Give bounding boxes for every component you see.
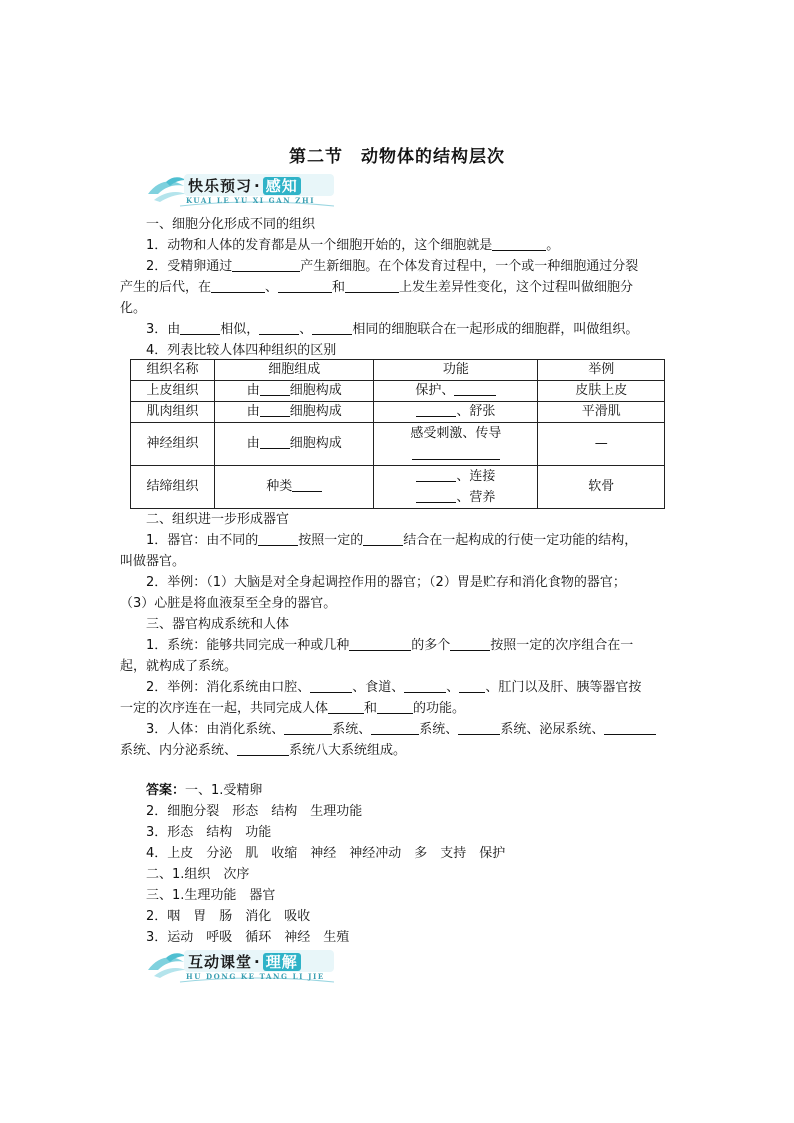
answer-blank (412, 445, 500, 460)
answer-blank (211, 278, 265, 293)
answer-line: 3．形态 结构 功能 (146, 825, 272, 840)
answer-line: 2．细胞分裂 形态 结构 生理功能 (146, 804, 363, 819)
question-line: 4．列表比较人体四种组织的区别 (146, 343, 337, 358)
table-cell: — (538, 423, 665, 466)
question-line: 一定的次序连在一起，共同完成人体 和 的功能。 (120, 701, 466, 716)
answer-line: 三、1.生理功能 器官 (146, 888, 276, 903)
answer-blank (377, 699, 413, 714)
answer-blank (284, 720, 332, 735)
question-line: 化。 (120, 301, 147, 316)
question-line: 2．受精卵通过 产生新细胞。在个体发育过程中，一个或一种细胞通过分裂 (146, 259, 639, 274)
section-banner-classroom (146, 948, 336, 988)
question-line: 1．动物和人体的发育都是从一个细胞开始的，这个细胞就是 。 (146, 238, 560, 253)
answer-blank (260, 381, 290, 396)
table-row (131, 381, 665, 402)
tissue-comparison-table (130, 359, 665, 509)
table-header-cell: 功能 (374, 360, 538, 381)
banner-subtitle: HU DONG KE TANG LI JIE (186, 972, 325, 981)
question-line: 叫做器官。 (120, 554, 186, 569)
question-line: 2．举例：消化系统由口腔、 、食道、 、 、肛门以及肝、胰等器官按 (146, 680, 642, 695)
answer-blank (259, 320, 299, 335)
table-cell: 平滑肌 (538, 402, 665, 423)
answer-blank (328, 699, 364, 714)
question-line: 3．由 相似， 、 相同的细胞联合在一起形成的细胞群，叫做组织。 (146, 322, 639, 337)
table-cell: 感受刺激、传导 (374, 423, 538, 466)
banner-title: 互动课堂 · 理解 (188, 951, 301, 972)
answer-blank (458, 720, 500, 735)
answer-blank (416, 402, 456, 417)
table-row (131, 402, 665, 423)
answer-blank (363, 531, 403, 546)
answer-blank (258, 531, 298, 546)
section-heading: 二、组织进一步形成器官 (146, 512, 290, 527)
table-row (131, 466, 665, 509)
banner-subtitle: KUAI LE YU XI GAN ZHI (186, 196, 316, 205)
question-line: （3）心脏是将血液泵至全身的器官。 (120, 596, 337, 611)
answer-blank (604, 720, 656, 735)
answer-blank (416, 467, 456, 482)
answer-line: 2．咽 胃 肠 消化 吸收 (146, 909, 311, 924)
table-cell: 保护、 (374, 381, 538, 402)
answer-blank (237, 741, 289, 756)
answer-blank (310, 678, 352, 693)
question-line: 起，就构成了系统。 (120, 659, 238, 674)
question-line: 3．人体：由消化系统、 系统、 系统、 系统、泌尿系统、 (146, 719, 656, 740)
answer-blank (278, 278, 332, 293)
table-cell: 由 细胞构成 (215, 402, 374, 423)
answer-blank (454, 381, 496, 396)
table-cell: 种类 (215, 466, 374, 509)
question-line: 1．器官：由不同的 按照一定的 结合在一起构成的行使一定功能的结构， (146, 533, 638, 548)
question-line: 2．举例：（1）大脑是对全身起调控作用的器官；（2）胃是贮存和消化食物的器官； (146, 575, 626, 590)
answer-blank (260, 434, 290, 449)
answer-line: 二、1.组织 次序 (146, 867, 250, 882)
question-line: 产生的后代，在 、 和 上发生差异性变化，这个过程叫做细胞分 (120, 280, 634, 295)
answer-blank (416, 488, 456, 503)
table-cell: 上皮组织 (131, 381, 215, 402)
answer-blank (312, 320, 352, 335)
table-cell: 软骨 (538, 466, 665, 509)
answer-blank (345, 278, 399, 293)
table-cell: 由 细胞构成 (215, 423, 374, 466)
answer-blank (459, 678, 485, 693)
table-row (131, 423, 665, 466)
answer-blank (371, 720, 419, 735)
table-header-cell: 组织名称 (131, 360, 215, 381)
answer-line: 4．上皮 分泌 肌 收缩 神经 神经冲动 多 支持 保护 (146, 846, 506, 861)
answer-line: 答案：一、1.受精卵 (146, 783, 263, 798)
section-heading: 三、器官构成系统和人体 (146, 617, 290, 632)
answer-blank (260, 402, 290, 417)
table-header-cell: 举例 (538, 360, 665, 381)
table-header-cell: 细胞组成 (215, 360, 374, 381)
answer-blank (180, 320, 220, 335)
question-line: 系统、内分泌系统、 系统八大系统组成。 (120, 743, 407, 758)
table-cell: 、舒张 (374, 402, 538, 423)
answer-blank (292, 477, 322, 492)
answer-blank (492, 236, 546, 251)
answer-blank (349, 636, 411, 651)
table-cell: 结缔组织 (131, 466, 215, 509)
table-cell: 由 细胞构成 (215, 381, 374, 402)
answer-blank (450, 636, 490, 651)
table-cell: 皮肤上皮 (538, 381, 665, 402)
answer-blank (404, 678, 446, 693)
question-line: 1．系统：能够共同完成一种或几种 的多个 按照一定的次序组合在一 (146, 638, 634, 653)
answer-line: 3．运动 呼吸 循环 神经 生殖 (146, 930, 350, 945)
answer-label: 答案： (146, 783, 186, 798)
page-title: 第二节 动物体的结构层次 (289, 147, 505, 167)
banner-title: 快乐预习 · 感知 (188, 175, 301, 196)
table-header-row (131, 360, 665, 381)
table-cell: 肌肉组织 (131, 402, 215, 423)
section-heading: 一、细胞分化形成不同的组织 (146, 217, 316, 232)
section-banner-preview (146, 172, 336, 212)
table-cell: 神经组织 (131, 423, 215, 466)
answer-blank (232, 257, 300, 272)
table-cell: 、连接 、营养 (374, 466, 538, 509)
